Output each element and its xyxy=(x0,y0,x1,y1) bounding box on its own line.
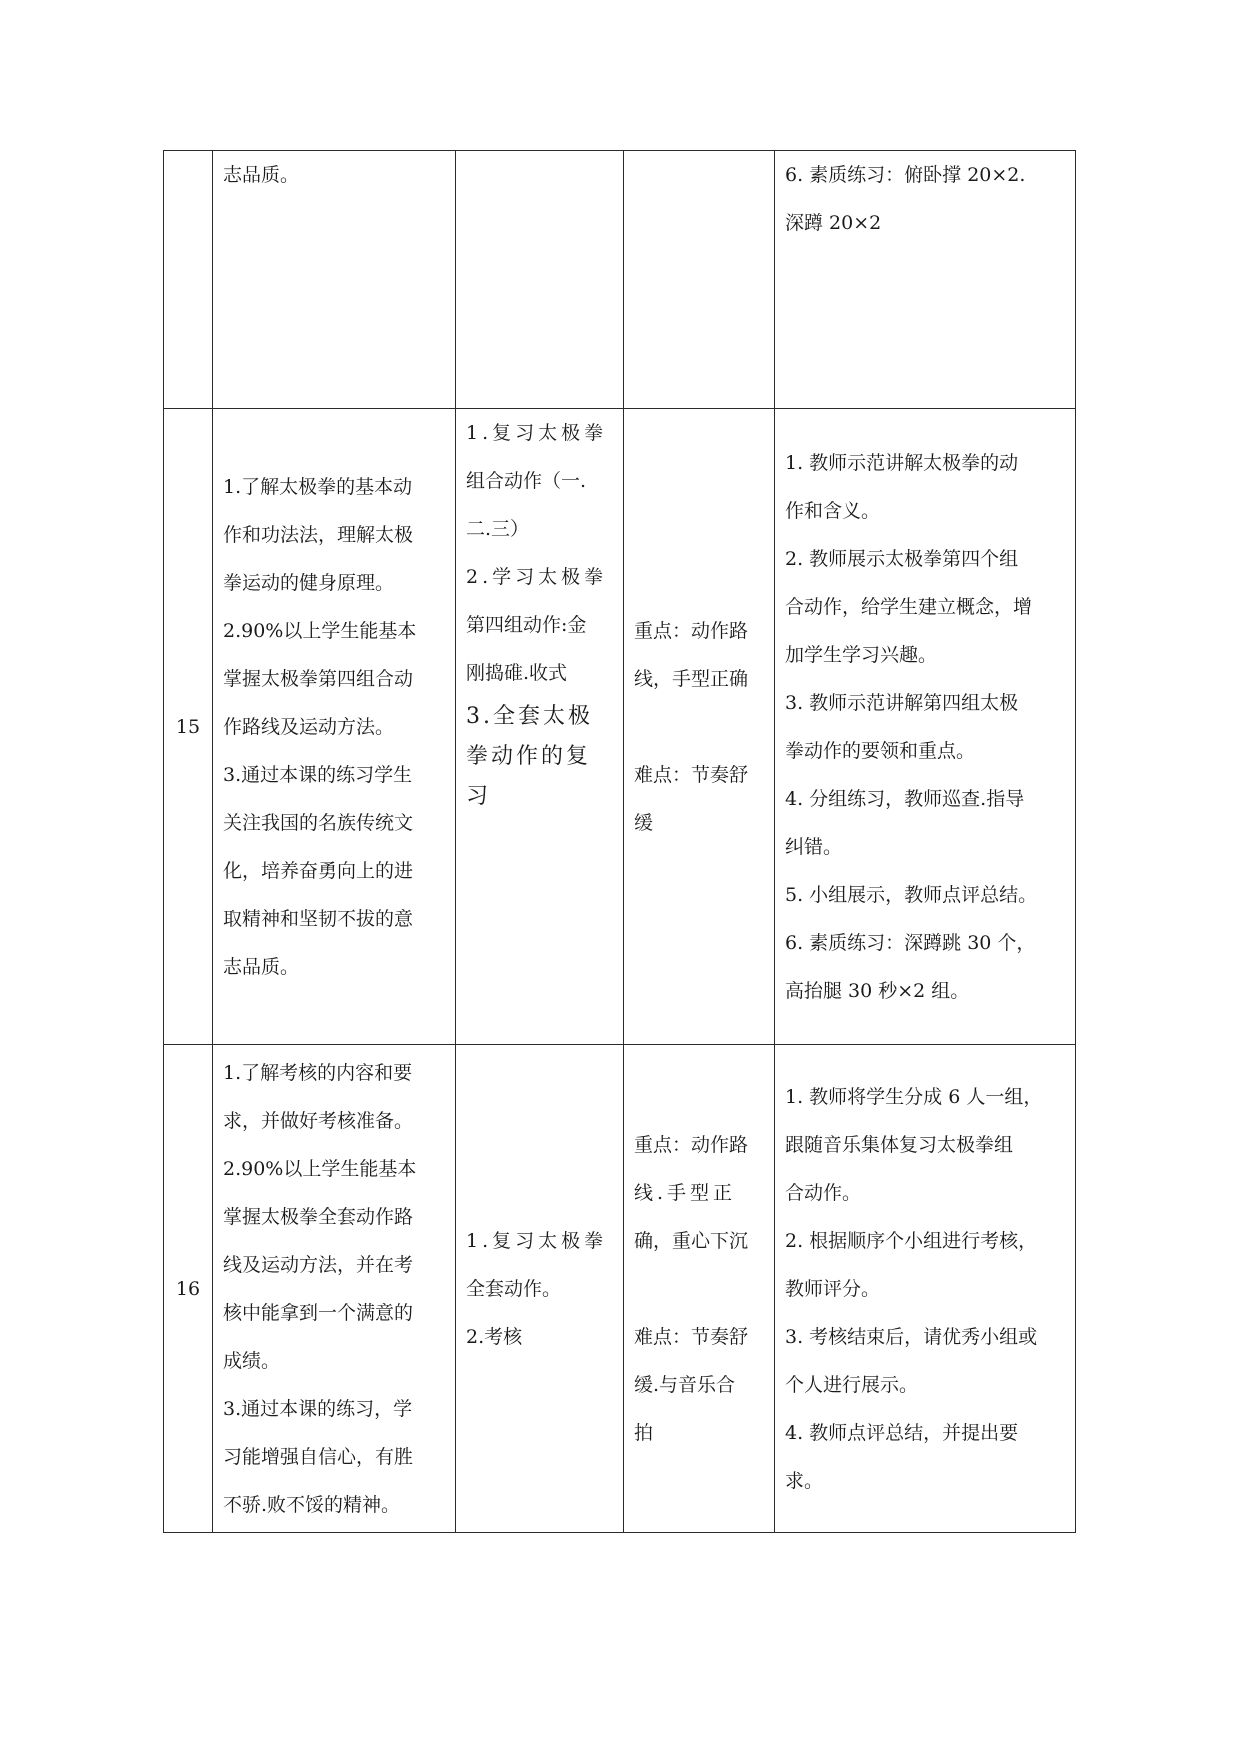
text-line: 作和功法法，理解太极 xyxy=(223,523,414,546)
text-line: 1.了解太极拳的基本动 xyxy=(223,475,413,498)
text-line: 1. 教师示范讲解太极拳的动 xyxy=(785,451,1019,474)
text-line: 3. 教师示范讲解第四组太极 xyxy=(785,691,1019,714)
text-line: 取精神和坚韧不拔的意 xyxy=(223,907,414,930)
text-line: 掌握太极拳全套动作路 xyxy=(223,1205,414,1228)
text-line: 线，手型正确 xyxy=(634,667,749,690)
key-points-cell xyxy=(624,1045,775,1533)
text-line: 个人进行展示。 xyxy=(785,1373,919,1396)
text-line: 合动作。 xyxy=(785,1181,862,1204)
text-line: 习能增强自信心，有胜 xyxy=(223,1445,414,1468)
text-line: 6. 素质练习：俯卧撑 20×2. xyxy=(785,164,1026,186)
text-line: 3.通过本课的练习学生 xyxy=(223,763,413,786)
blank-line xyxy=(634,1265,764,1313)
blank-line xyxy=(634,703,764,751)
lesson-number-cell: 16 xyxy=(164,1045,213,1533)
text-line: 2.90%以上学生能基本 xyxy=(223,619,417,642)
text-line: 线.手型正 xyxy=(634,1181,737,1204)
objectives-cell xyxy=(213,409,456,1045)
text-line: 志品质。 xyxy=(223,955,300,978)
lesson-number-cell xyxy=(164,151,213,409)
table-row xyxy=(164,151,1076,409)
text-line: 3.全套太极 xyxy=(466,704,593,729)
text-line: 拳动作的要领和重点。 xyxy=(785,739,976,762)
text-line: 纠错。 xyxy=(785,835,843,858)
text-line: 拳运动的健身原理。 xyxy=(223,571,395,594)
text-line: 重点：动作路 xyxy=(634,1133,749,1156)
text-line: 难点：节奏舒 xyxy=(634,1325,749,1348)
text-line: 深蹲 20×2 xyxy=(785,212,882,234)
text-line: 缓.与音乐合 xyxy=(634,1373,736,1396)
content-cell xyxy=(456,1045,624,1533)
lesson-number-cell: 15 xyxy=(164,409,213,1045)
text-line: 2.90%以上学生能基本 xyxy=(223,1157,417,1180)
methods-cell xyxy=(775,409,1076,1045)
objectives-cell xyxy=(213,151,456,409)
text-line: 第四组动作:金 xyxy=(466,614,587,636)
text-line: 3.通过本课的练习，学 xyxy=(223,1397,413,1420)
text-line: 5. 小组展示，教师点评总结。 xyxy=(785,883,1038,906)
text-line: 作和含义。 xyxy=(785,499,881,522)
text-line: 求，并做好考核准备。 xyxy=(223,1109,414,1132)
methods-cell xyxy=(775,151,1076,409)
text-line: 确，重心下沉 xyxy=(634,1229,749,1252)
text-line: 加学生学习兴趣。 xyxy=(785,643,938,666)
text-line: 4. 分组练习，教师巡查.指导 xyxy=(785,787,1025,810)
text-line: 核中能拿到一个满意的 xyxy=(223,1301,414,1324)
text-line: 2. 根据顺序个小组进行考核， xyxy=(785,1229,1038,1252)
table-row xyxy=(164,409,1076,1045)
text-line: 重点：动作路 xyxy=(634,619,749,642)
text-line: 全套动作。 xyxy=(466,1277,562,1300)
objectives-cell xyxy=(213,1045,456,1533)
text-line: 2. 教师展示太极拳第四个组 xyxy=(785,547,1019,570)
text-line: 志品质。 xyxy=(223,164,300,186)
text-line: 难点：节奏舒 xyxy=(634,763,749,786)
text-line: 教师评分。 xyxy=(785,1277,881,1300)
text-line: 3. 考核结束后，请优秀小组或 xyxy=(785,1325,1038,1348)
text-line: 6. 素质练习：深蹲跳 30 个， xyxy=(785,931,1036,954)
text-line: 线及运动方法，并在考 xyxy=(223,1253,414,1276)
text-line: 二.三） xyxy=(466,518,530,540)
text-line: 掌握太极拳第四组合动 xyxy=(223,667,414,690)
lesson-plan-table xyxy=(163,150,1076,1533)
text-line: 缓 xyxy=(634,811,654,834)
text-line: 4. 教师点评总结，并提出要 xyxy=(785,1421,1019,1444)
key-points-cell xyxy=(624,151,775,409)
text-line: 作路线及运动方法。 xyxy=(223,715,395,738)
methods-cell xyxy=(775,1045,1076,1533)
text-line: 1. 教师将学生分成 6 人一组， xyxy=(785,1085,1043,1108)
text-line: 求。 xyxy=(785,1469,824,1492)
text-line: 跟随音乐集体复习太极拳组 xyxy=(785,1133,1014,1156)
text-line: 拍 xyxy=(634,1421,654,1444)
table-row xyxy=(164,1045,1076,1533)
key-points-cell xyxy=(624,409,775,1045)
text-line: 化，培养奋勇向上的进 xyxy=(223,859,414,882)
text-line: 组合动作（一. xyxy=(466,470,587,492)
text-line: 关注我国的名族传统文 xyxy=(223,811,414,834)
text-line: 高抬腿 30 秒×2 组。 xyxy=(785,979,970,1002)
content-cell xyxy=(456,151,624,409)
text-line: 刚捣碓.收式 xyxy=(466,662,568,684)
text-line: 1.复习太极拳 xyxy=(466,422,608,444)
text-line: 合动作，给学生建立概念，增 xyxy=(785,595,1033,618)
text-line: 不骄.败不馁的精神。 xyxy=(223,1493,401,1516)
text-line: 1.复习太极拳 xyxy=(466,1229,608,1252)
text-line: 习 xyxy=(466,784,492,809)
text-line: 2.考核 xyxy=(466,1325,523,1348)
text-line: 成绩。 xyxy=(223,1349,281,1372)
text-line: 1.了解考核的内容和要 xyxy=(223,1061,413,1084)
content-cell xyxy=(456,409,624,1045)
text-line: 拳动作的复 xyxy=(466,744,592,769)
text-line: 2.学习太极拳 xyxy=(466,566,608,588)
